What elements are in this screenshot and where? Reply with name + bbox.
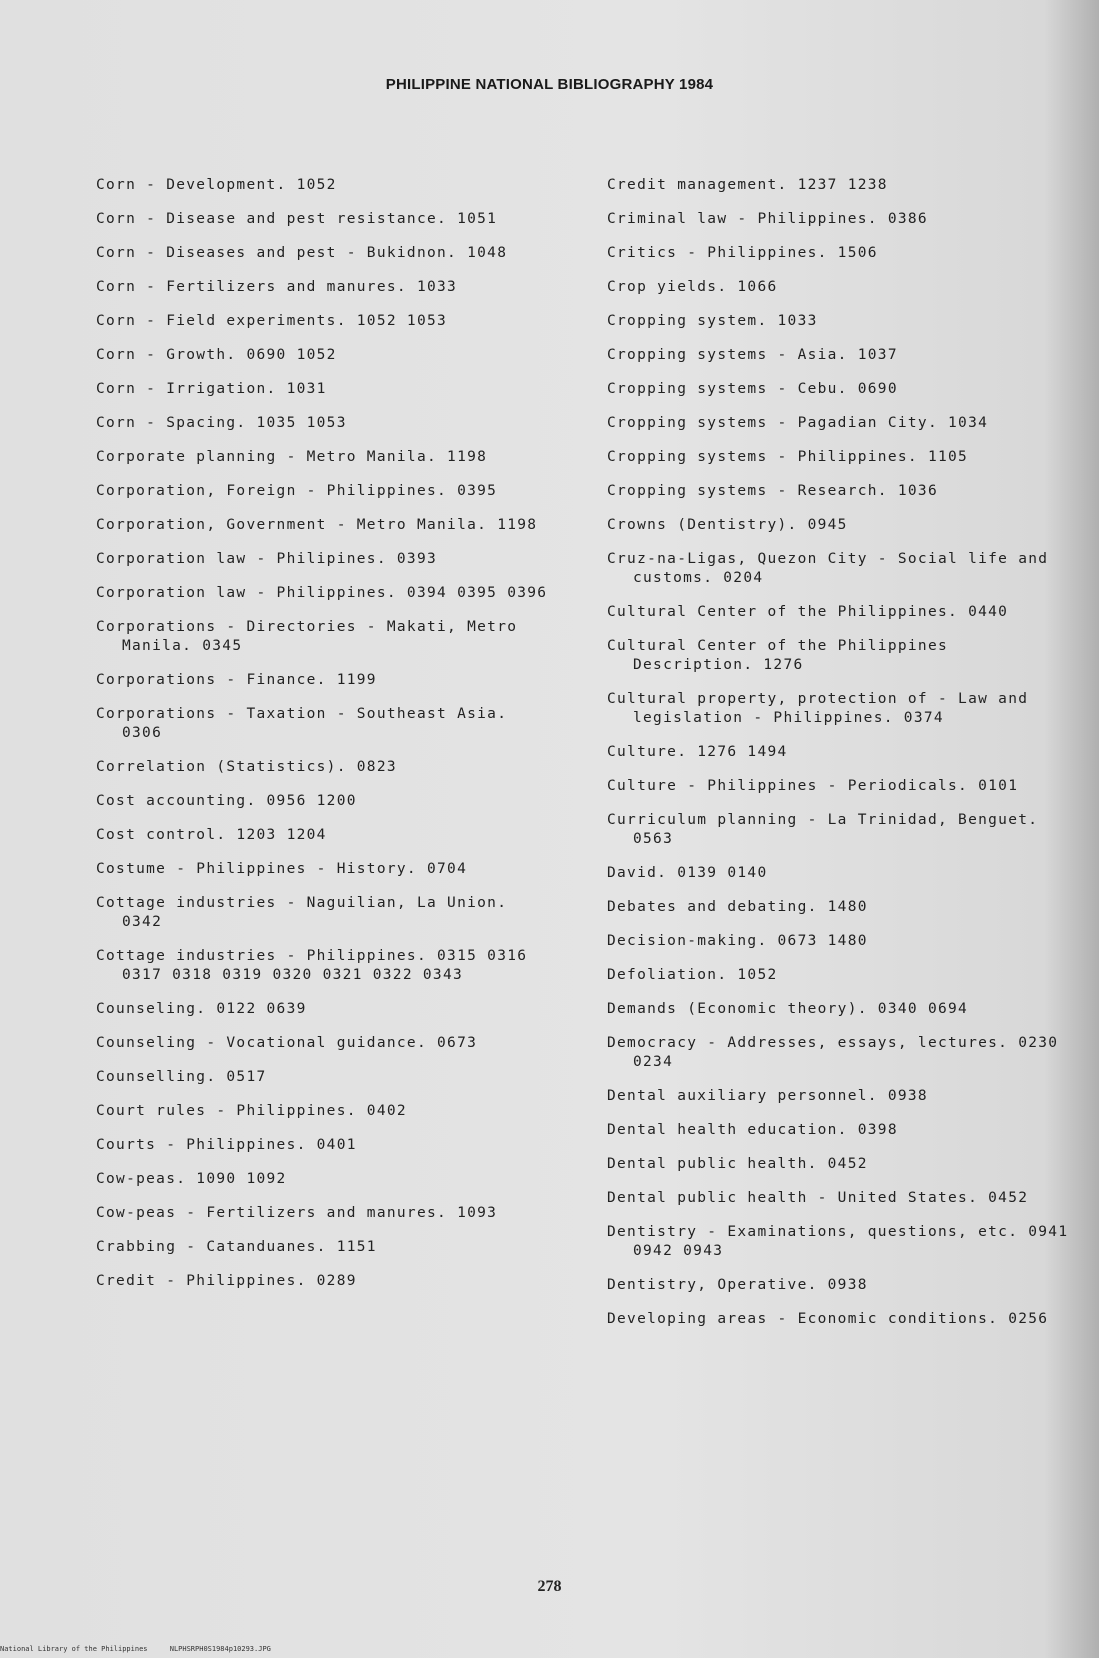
index-entry: Corn - Field experiments. 1052 1053	[96, 313, 448, 329]
index-entry: Corn - Development. 1052	[96, 177, 337, 193]
index-entry: Cultural property, protection of - Law and legislation - Philippines. 0374	[607, 691, 1029, 726]
index-entry: Dental public health - United States. 0452	[607, 1190, 1029, 1206]
index-entry: Corn - Diseases and pest - Bukidnon. 1048	[96, 245, 508, 261]
index-entry: Culture - Philippines - Periodicals. 0101	[607, 778, 1019, 794]
index-entry: Cropping systems - Pagadian City. 1034	[607, 415, 989, 431]
index-entry: Corn - Irrigation. 1031	[96, 381, 327, 397]
index-entry: Corporation law - Philippines. 0394 0395 0396	[96, 585, 548, 601]
index-entry: Cropping systems - Asia. 1037	[607, 347, 898, 363]
left-column	[96, 176, 556, 1306]
index-entry: Corn - Growth. 0690 1052	[96, 347, 337, 363]
index-entry: Debates and debating. 1480	[607, 899, 868, 915]
index-entry: Culture. 1276 1494	[607, 744, 788, 760]
index-entry: Demands (Economic theory). 0340 0694	[607, 1001, 969, 1017]
index-entry: Cottage industries - Naguilian, La Union. 0342	[96, 895, 508, 930]
index-entry: Cropping systems - Cebu. 0690	[607, 381, 898, 397]
index-entry: Cow-peas. 1090 1092	[96, 1171, 287, 1187]
index-entry: Critics - Philippines. 1506	[607, 245, 878, 261]
index-entry: Cropping system. 1033	[607, 313, 818, 329]
index-entry: Court rules - Philippines. 0402	[96, 1103, 407, 1119]
index-entry: Counseling. 0122 0639	[96, 1001, 307, 1017]
footer-library: National Library of the Philippines	[0, 1645, 148, 1653]
index-entry: Criminal law - Philippines. 0386	[607, 211, 928, 227]
index-entry: Corporations - Directories - Makati, Metro Manila. 0345	[96, 619, 518, 654]
footer-filename: NLPHSRPH0S1984p10293.JPG	[169, 1645, 271, 1653]
index-entry: Counseling - Vocational guidance. 0673	[96, 1035, 478, 1051]
index-entry: Developing areas - Economic conditions. 0256	[607, 1311, 1049, 1327]
index-entry: Cost control. 1203 1204	[96, 827, 327, 843]
index-entry: Correlation (Statistics). 0823	[96, 759, 397, 775]
index-entry: Counselling. 0517	[96, 1069, 267, 1085]
index-entry: Corporation, Government - Metro Manila. 1198	[96, 517, 538, 533]
index-entry: Cropping systems - Philippines. 1105	[607, 449, 969, 465]
right-column	[607, 176, 1077, 1344]
index-entry: Corporations - Finance. 1199	[96, 672, 377, 688]
index-entry: Cow-peas - Fertilizers and manures. 1093	[96, 1205, 498, 1221]
index-entry: Cultural Center of the Philippines. 0440	[607, 604, 1009, 620]
index-entry: Credit - Philippines. 0289	[96, 1273, 357, 1289]
index-entry: Corporate planning - Metro Manila. 1198	[96, 449, 488, 465]
index-entry: Cropping systems - Research. 1036	[607, 483, 938, 499]
index-entry: Curriculum planning - La Trinidad, Benguet. 0563	[607, 812, 1039, 847]
index-entry: Credit management. 1237 1238	[607, 177, 888, 193]
page-title: PHILIPPINE NATIONAL BIBLIOGRAPHY 1984	[385, 76, 714, 93]
index-entry: Cottage industries - Philippines. 0315 0316 0317 0318 0319 0320 0321 0322 0343	[96, 948, 528, 983]
index-entry: Costume - Philippines - History. 0704	[96, 861, 468, 877]
index-entry: Crowns (Dentistry). 0945	[607, 517, 848, 533]
index-entry: Dentistry, Operative. 0938	[607, 1277, 868, 1293]
index-entry: Corporation, Foreign - Philippines. 0395	[96, 483, 498, 499]
index-entry: Crabbing - Catanduanes. 1151	[96, 1239, 377, 1255]
index-entry: Crop yields. 1066	[607, 279, 778, 295]
index-entry: Dental public health. 0452	[607, 1156, 868, 1172]
index-entry: David. 0139 0140	[607, 865, 768, 881]
scan-footer	[0, 1645, 289, 1653]
index-entry: Cruz-na-Ligas, Quezon City - Social life and customs. 0204	[607, 551, 1049, 586]
index-entry: Cultural Center of the Philippines Description. 1276	[607, 638, 949, 673]
index-entry: Corn - Fertilizers and manures. 1033	[96, 279, 458, 295]
index-entry: Dentistry - Examinations, questions, etc. 0941 0942 0943	[607, 1224, 1069, 1259]
index-entry: Corporations - Taxation - Southeast Asia. 0306	[96, 706, 508, 741]
index-entry: Dental health education. 0398	[607, 1122, 898, 1138]
page-number: 278	[537, 1578, 562, 1595]
index-entry: Corn - Spacing. 1035 1053	[96, 415, 347, 431]
index-entry: Cost accounting. 0956 1200	[96, 793, 357, 809]
index-entry: Corn - Disease and pest resistance. 1051	[96, 211, 498, 227]
index-entry: Democracy - Addresses, essays, lectures. 0230 0234	[607, 1035, 1059, 1070]
index-entry: Decision-making. 0673 1480	[607, 933, 868, 949]
index-entry: Courts - Philippines. 0401	[96, 1137, 357, 1153]
index-entry: Defoliation. 1052	[607, 967, 778, 983]
index-entry: Corporation law - Philipines. 0393	[96, 551, 438, 567]
index-entry: Dental auxiliary personnel. 0938	[607, 1088, 928, 1104]
